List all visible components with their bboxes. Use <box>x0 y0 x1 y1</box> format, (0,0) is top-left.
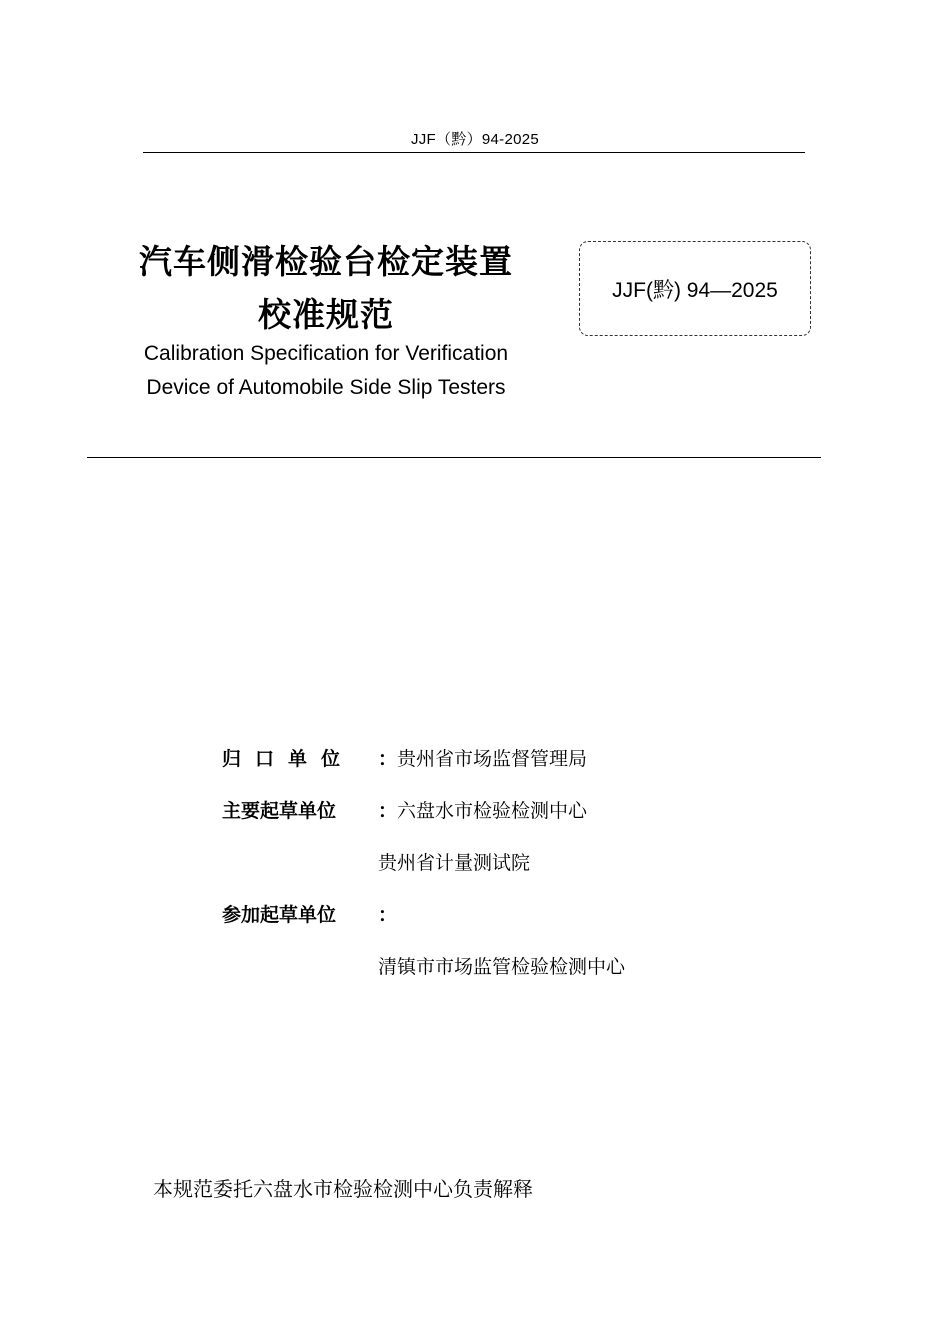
title-divider <box>87 457 821 458</box>
title-english-line-1: Calibration Specification for Verification <box>143 342 509 365</box>
main-drafting-unit-row <box>222 796 587 823</box>
main-drafting-unit-value-2: 贵州省计量测试院 <box>378 852 531 874</box>
title-chinese-line-2: 校准规范 <box>258 295 394 334</box>
participating-unit-label: 参加起草单位 <box>222 904 337 926</box>
title-chinese-line-1: 汽车侧滑检验台检定装置 <box>139 242 513 281</box>
responsible-unit-label: 归口单位 <box>222 748 355 770</box>
title-english-line-2: Device of Automobile Side Slip Testers <box>146 376 506 399</box>
participating-unit-row <box>222 900 397 927</box>
responsible-unit-row <box>222 744 587 771</box>
specification-code-box <box>579 241 811 336</box>
main-drafting-unit-row-2 <box>378 848 530 875</box>
label-colon: ： <box>378 904 398 926</box>
responsible-unit-value: 贵州省市场监督管理局 <box>397 748 588 770</box>
main-drafting-unit-label: 主要起草单位 <box>222 800 337 822</box>
participating-unit-row-2 <box>378 952 625 979</box>
header-divider <box>143 152 805 153</box>
specification-code: JJF(黔) 94—2025 <box>612 278 778 302</box>
interpretation-note: 本规范委托六盘水市检验检测中心负责解释 <box>153 1177 533 1201</box>
participating-unit-value-1: 清镇市市场监管检验检测中心 <box>378 956 626 978</box>
label-colon: ： <box>378 800 398 822</box>
header-document-code: JJF（黔）94-2025 <box>410 131 540 148</box>
label-colon: ： <box>378 748 398 770</box>
main-drafting-unit-value-1: 六盘水市检验检测中心 <box>397 800 588 822</box>
